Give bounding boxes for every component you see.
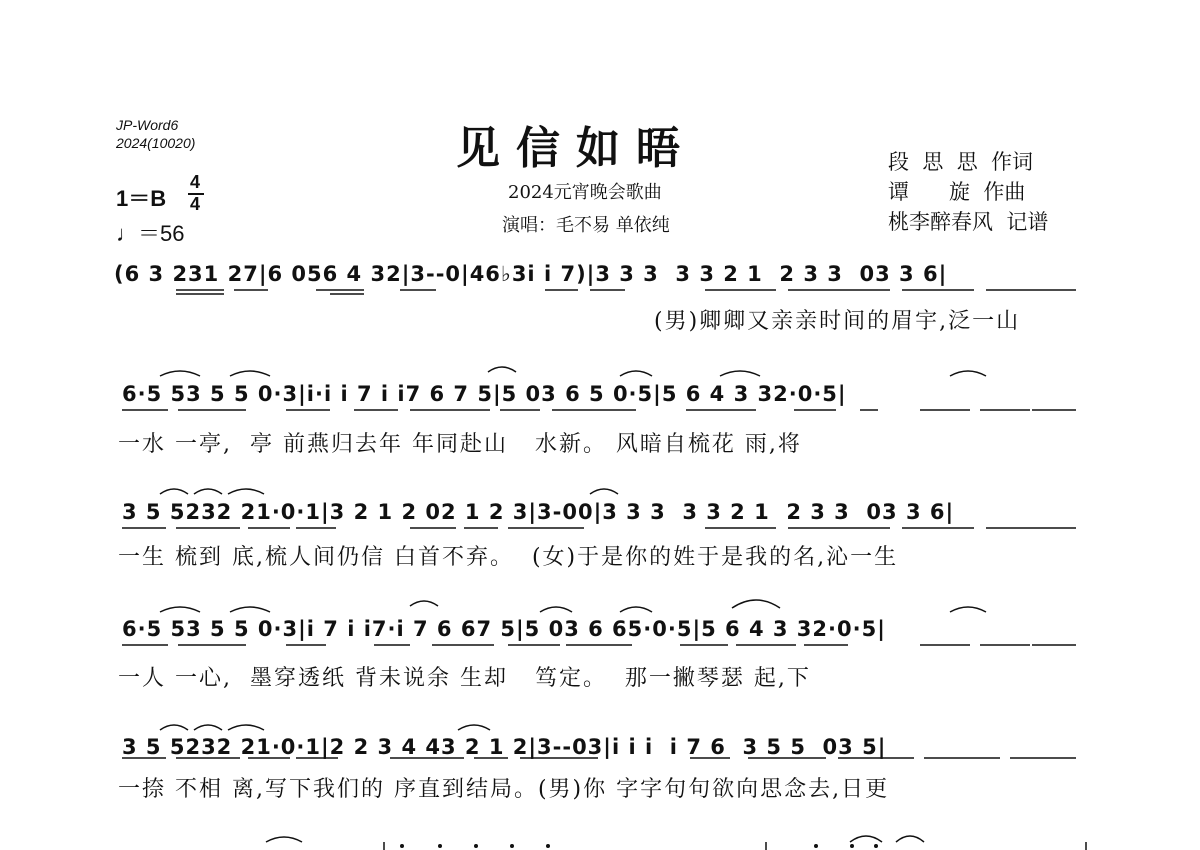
staff-line-5-notes: 3 5 5232 21·0·1|2 2 3 4 43 2 1 2|3--03|i i i i 7 6 3 5 5 03 5| [122,735,887,759]
staff-line-2-notes: 6·5 53 5 5 0·3|i·i i 7 i i7 6 7 5|5 03 6 5 0·5|5 6 4 3 32·0·5| [122,382,847,406]
lyricist-credit: 段 思 思 作词 [888,150,1034,174]
key-signature: 1＝B [116,186,167,211]
staff-line-2-lyrics: 一水 一亭, 亭 前燕归去年 年同赴山 水新。 风暗自梳花 雨,将 [118,432,802,457]
staff-line-5-lyrics: 一捺 不相 离,写下我们的 序直到结局。(男)你 字字句句欲向思念去,日更 [118,777,890,802]
time-signature-top: 4 [190,172,201,192]
staff-line-3-lyrics: 一生 梳到 底,梳人间仍信 白首不弃。 (女)于是你的姓于是我的名,沁一生 [118,545,899,570]
edition-label: 2024(10020) [116,135,196,151]
tempo-mark: ♩＝56 [116,221,185,246]
singers-line: 演唱：毛不易 单依纯 [502,215,670,236]
staff-line-4-lyrics: 一人 一心, 墨穿透纸 背未说余 生却 笃定。 那一撇琴瑟 起,下 [118,666,811,691]
transcriber-credit: 桃李醉春风 记谱 [888,210,1049,234]
song-title: 见信如晤 [456,123,696,174]
staff-line-1-lyrics: (男)卿卿又亲亲时间的眉宇,泛一山 [654,309,1021,334]
song-subtitle: 2024元宵晚会歌曲 [508,182,662,203]
time-signature-bottom: 4 [190,194,201,214]
composer-credit: 谭 旋 作曲 [888,180,1026,204]
staff-line-1-notes: (6 3 231 27|6 056 4 32|3--0|46♭3i i 7)|3 3 3 3 3 2 1 2 3 3 03 3 6| [114,262,948,286]
staff-line-4-notes: 6·5 53 5 5 0·3|i 7 i i7·i 7 6 67 5|5 03 6 65·0·5|5 6 4 3 32·0·5| [122,617,886,641]
staff-line-3-notes: 3 5 5232 21·0·1|3 2 1 2 02 1 2 3|3-00|3 3 3 3 3 2 1 2 3 3 03 3 6| [122,500,955,524]
software-label: JP-Word6 [116,117,179,133]
